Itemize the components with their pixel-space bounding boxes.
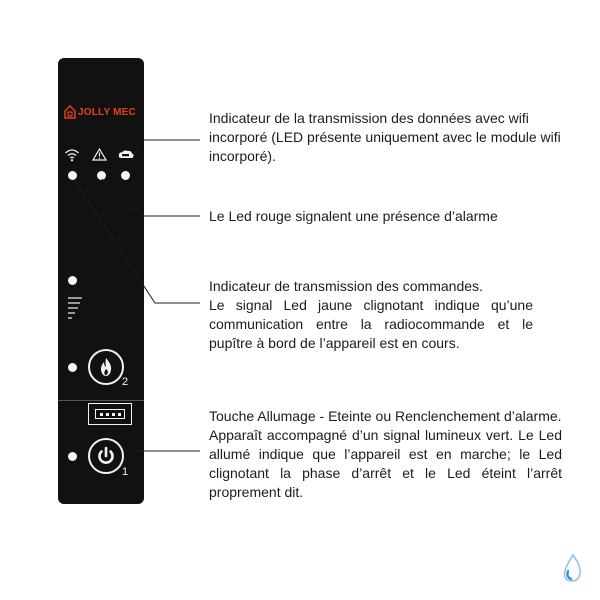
power-body: Apparaît accompagné d’un signal lumineux vert. Le Led allumé indique que l’appareil est en marche; le Led clignotant la phase d’arrêt et le Led éteint l’arrêt proprement dit. [209,427,562,500]
commands-annotation [209,277,533,353]
brand-logo [64,102,140,122]
flame-led [68,363,77,372]
button-2-number: 2 [122,376,129,388]
wifi-annotation: Indicateur de la transmission des données avec wifi incorporé (LED présente uniquement avec le module wifi incorporé). [209,110,561,164]
usb-connector [88,403,132,425]
power-annotation [209,407,562,502]
alarm-led [97,171,106,180]
commands-body: Le signal Led jaune clignotant indique qu’une communication entre la radiocommande et le pupître à bord de l’appareil est en cours. [209,297,533,351]
commands-title: Indicateur de transmission des commandes. [209,278,483,294]
power-led [68,452,77,461]
wifi-led [68,171,77,180]
remote-control-icon [117,149,135,160]
power-button[interactable] [88,438,124,474]
flame-icon [98,357,114,377]
brand-name: JOLLY MEC [78,106,136,118]
house-logo-icon [64,105,76,119]
warning-icon [92,148,107,161]
water-drop-icon [560,553,584,585]
wifi-icon [64,148,80,162]
panel-divider [58,400,144,401]
power-level-icon [67,296,83,320]
alarm-annotation: Le Led rouge signalent une présence d’alarme [209,208,498,224]
remote-led [121,171,130,180]
power-icon [96,446,116,466]
button-1-number: 1 [122,466,129,478]
transmission-led [68,276,77,285]
power-title: Touche Allumage - Eteinte ou Renclenchement d’alarme. [209,408,562,424]
flame-button[interactable] [88,349,124,385]
